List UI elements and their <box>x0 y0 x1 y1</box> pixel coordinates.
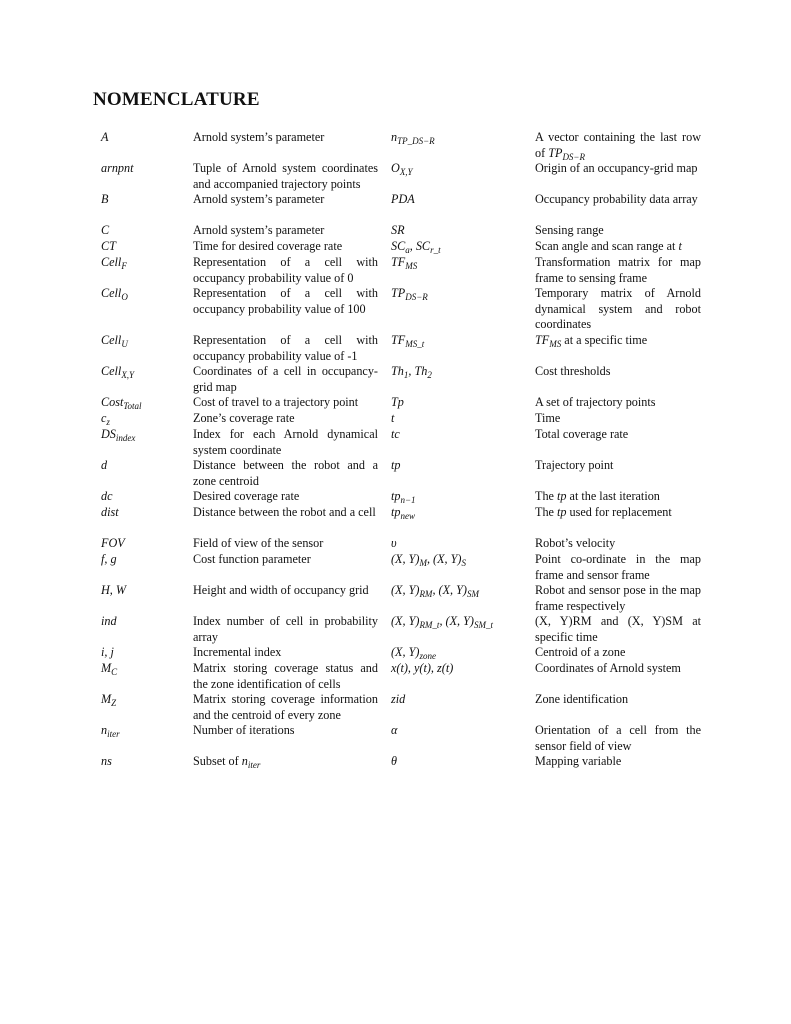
nomenclature-definition: Tuple of Arnold system coordinates and accompanied trajectory points <box>193 161 378 191</box>
nomenclature-symbol: B <box>101 192 109 206</box>
nomenclature-definition: Trajectory point <box>535 458 614 472</box>
nomenclature-definition: Origin of an occupancy-grid map <box>535 161 698 175</box>
nomenclature-definition: Robot’s velocity <box>535 536 616 550</box>
nomenclature-symbol: $TP_{DS-R}$ <box>391 286 428 302</box>
nomenclature-symbol: ind <box>101 614 117 628</box>
nomenclature-definition: Centroid of a zone <box>535 645 626 659</box>
nomenclature-definition: A set of trajectory points <box>535 395 656 409</box>
nomenclature-symbol: PDA <box>391 192 415 206</box>
nomenclature-symbol: θ <box>391 754 397 768</box>
nomenclature-definition: Representation of a cell with occupancy probability value of 100 <box>193 286 378 316</box>
nomenclature-symbol: $SC_a$, $SC_{r\_t}$ <box>391 239 441 255</box>
nomenclature-definition: Point co-ordinate in the map frame and sensor frame <box>535 552 701 582</box>
nomenclature-definition: The tp at the last iteration <box>535 489 660 503</box>
nomenclature-symbol: $M_C$ <box>101 661 118 677</box>
nomenclature-symbol: H, W <box>101 583 127 597</box>
nomenclature-symbol: α <box>391 723 398 737</box>
nomenclature-definition: Total coverage rate <box>535 427 629 441</box>
nomenclature-symbol: Cell$_{X,Y}$ <box>101 364 135 380</box>
nomenclature-definition: The tp used for replacement <box>535 505 672 519</box>
nomenclature-definition: Distance between the robot and a zone centroid <box>193 458 378 488</box>
nomenclature-symbol: dist <box>101 505 119 519</box>
nomenclature-symbol: Cell$_F$ <box>101 255 127 271</box>
nomenclature-definition: Cost of travel to a trajectory point <box>193 395 359 409</box>
nomenclature-definition: Arnold system’s parameter <box>193 192 325 206</box>
nomenclature-symbol: $tp_{n-1}$ <box>391 489 416 505</box>
nomenclature-definition: Robot and sensor pose in the map frame respectively <box>535 583 701 613</box>
nomenclature-definition: Height and width of occupancy grid <box>193 583 369 597</box>
nomenclature-symbol: zid <box>391 692 406 706</box>
nomenclature-definition: Field of view of the sensor <box>193 536 324 550</box>
nomenclature-definition: Matrix storing coverage information and the centroid of every zone <box>193 692 378 722</box>
nomenclature-definition: Zone’s coverage rate <box>193 411 295 425</box>
nomenclature-symbol: f, g <box>101 552 117 566</box>
nomenclature-definition: Subset of $n_{iter}$ <box>193 754 261 770</box>
nomenclature-definition: Transformation matrix for map frame to sensing frame <box>535 255 701 285</box>
nomenclature-definition: Scan angle and scan range at t <box>535 239 682 253</box>
nomenclature-definition: Index number of cell in probability array <box>193 614 378 644</box>
nomenclature-definition: Temporary matrix of Arnold dynamical system and robot coordinates <box>535 286 701 332</box>
nomenclature-definition: Arnold system’s parameter <box>193 130 325 144</box>
nomenclature-symbol: (X, $Y)_{RM\_t}$, (X, $Y)_{SM\_t}$ <box>391 614 493 630</box>
nomenclature-symbol: ns <box>101 754 112 768</box>
nomenclature-symbol: i, j <box>101 645 114 659</box>
nomenclature-symbol: $tp_{new}$ <box>391 505 415 521</box>
nomenclature-definition: Time <box>535 411 561 425</box>
nomenclature-definition: (X, Y)RM and (X, Y)SM at specific time <box>535 614 701 644</box>
nomenclature-definition: Matrix storing coverage status and the zone identification of cells <box>193 661 378 691</box>
nomenclature-symbol: $M_Z$ <box>101 692 117 708</box>
nomenclature-symbol: (X, $Y)_M$, (X, $Y)_S$ <box>391 552 466 568</box>
nomenclature-symbol: arnpnt <box>101 161 134 175</box>
nomenclature-symbol: dc <box>101 489 113 503</box>
nomenclature-symbol: Cell$_O$ <box>101 286 128 302</box>
nomenclature-symbol: υ <box>391 536 397 550</box>
nomenclature-definition: Coordinates of a cell in occupancy-grid map <box>193 364 378 394</box>
nomenclature-symbol: tc <box>391 427 400 441</box>
nomenclature-definition: Representation of a cell with occupancy probability value of -1 <box>193 333 378 363</box>
nomenclature-symbol: $Th_1$, $Th_2$ <box>391 364 432 380</box>
nomenclature-symbol: FOV <box>101 536 125 550</box>
nomenclature-definition: Cost function parameter <box>193 552 311 566</box>
nomenclature-definition: Incremental index <box>193 645 282 659</box>
nomenclature-symbol: $DS_{index}$ <box>101 427 136 443</box>
nomenclature-definition: Time for desired coverage rate <box>193 239 343 253</box>
nomenclature-definition: A vector containing the last row of $TP_{DS-R}$ <box>535 130 701 162</box>
nomenclature-definition: Occupancy probability data array <box>535 192 698 206</box>
nomenclature-symbol: $c_z$ <box>101 411 110 427</box>
nomenclature-definition: Zone identification <box>535 692 629 706</box>
nomenclature-definition: Cost thresholds <box>535 364 611 378</box>
section-heading: NOMENCLATURE <box>93 89 260 110</box>
nomenclature-symbol: tp <box>391 458 401 472</box>
nomenclature-definition: Representation of a cell with occupancy probability value of 0 <box>193 255 378 285</box>
nomenclature-symbol: t <box>391 411 395 425</box>
nomenclature-symbol: $n_{TP\_DS-R}$ <box>391 130 435 146</box>
nomenclature-definition: Index for each Arnold dynamical system coordinate <box>193 427 378 457</box>
nomenclature-symbol: x(t), y(t), z(t) <box>391 661 454 675</box>
nomenclature-symbol: d <box>101 458 108 472</box>
nomenclature-definition: Mapping variable <box>535 754 622 768</box>
nomenclature-symbol: $TF_{MS\_t}$ <box>391 333 425 349</box>
nomenclature-symbol: $TF_{MS}$ <box>391 255 418 271</box>
nomenclature-definition: Sensing range <box>535 223 604 237</box>
nomenclature-definition: Orientation of a cell from the sensor field of view <box>535 723 701 753</box>
nomenclature-symbol: A <box>101 130 109 144</box>
nomenclature-definition: $TF_{MS}$ at a specific time <box>535 333 648 349</box>
nomenclature-symbol: Cost$_{Total}$ <box>101 395 142 411</box>
nomenclature-definition: Arnold system’s parameter <box>193 223 325 237</box>
nomenclature-definition: Number of iterations <box>193 723 295 737</box>
nomenclature-symbol: C <box>101 223 110 237</box>
nomenclature-definition: Distance between the robot and a cell <box>193 505 376 519</box>
nomenclature-symbol: SR <box>391 223 405 237</box>
nomenclature-definition: Coordinates of Arnold system <box>535 661 681 675</box>
nomenclature-definition: Desired coverage rate <box>193 489 300 503</box>
nomenclature-symbol: (X, $Y)_{RM}$, (X, $Y)_{SM}$ <box>391 583 479 599</box>
nomenclature-symbol: CT <box>101 239 116 253</box>
nomenclature-symbol: $O_{X,Y}$ <box>391 161 413 177</box>
nomenclature-symbol: $n_{iter}$ <box>101 723 120 739</box>
nomenclature-symbol: (X, $Y)_{zone}$ <box>391 645 436 661</box>
nomenclature-symbol: Tp <box>391 395 404 409</box>
nomenclature-symbol: Cell$_U$ <box>101 333 128 349</box>
